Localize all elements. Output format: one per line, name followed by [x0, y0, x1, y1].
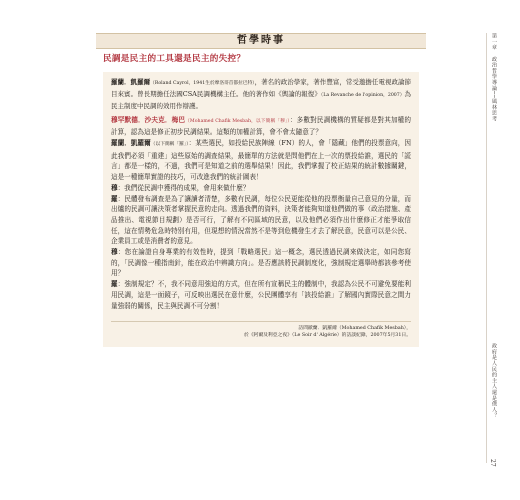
- intro-paragraph: [111, 77, 411, 112]
- intro-book-note: （La Revanche de l'opinion，2007）: [320, 93, 405, 99]
- answer-name-note: （以下簡稱「羅」）: [150, 142, 189, 148]
- article-subtitle: 民調是民主的工具還是民主的失控？: [103, 54, 246, 64]
- qa-item: [111, 183, 411, 194]
- intro-text-2: 為民主制度中民調的效用作辯護。: [111, 90, 412, 111]
- section-running-head: 政府是人民的主人還是僕人？: [491, 343, 497, 419]
- source-line: 於《阿爾及利亞之夜》（Le Soir d' Algérie）的訪談紀錄，2007年5月31日。: [243, 333, 411, 339]
- chapter-running-head: 第一章 政治哲學導論──風林思考: [491, 33, 497, 122]
- page-number: 27: [489, 459, 496, 467]
- intro-name: 羅蘭．凱羅爾: [111, 78, 151, 86]
- answer-text: ：某些選民，如投給民族陣線（FN）的人，會「隱藏」他們的投票意向，因此我們必須「重建」這些原始的調查結果，最簡單的方法就是問他們在上一次的票投給誰，選民的「謊言」都是一樣的，不過，我們可是知道之前的選舉結果！因此，我們掌握了校正結果的統計數據關鍵，這是一種簡單實證的技巧，可改進我們的統計圖表！: [111, 139, 412, 182]
- interviewer-name-note: （Mohamed Chafik Mesbah，以下簡稱「穆」）: [185, 118, 290, 124]
- article: [103, 53, 419, 347]
- interviewer-name: 穆罕默德．沙夫克．梅巴: [111, 115, 186, 124]
- answer-paragraph: [111, 138, 411, 183]
- interviewer-question: [111, 115, 411, 138]
- section-title: 哲學時事: [237, 35, 285, 46]
- source-citation: [111, 321, 411, 339]
- article-box: [103, 72, 419, 347]
- interviewer-text: ：多數對民調機構的質疑都是對其加權的計算，認為這是修正初步民調結果。這類的加權計算，會不會太隨意了？: [111, 115, 412, 137]
- qa-text: ：您在論證自身專業的有效性時，提到「戰略選民」這一概念，選民透過民調來做決定，如同您寫的，「民調像一種指南針，能在政治中辨識方向」。是否應該將民調制度化，強制規定選舉時都該參考使用？: [111, 248, 411, 278]
- qa-text: ：民體發布調查是為了讓讀者清楚，多數有民調，每位公民更能從他的投票衡量自己意見的分量，而出爐的民調可讓決策者掌握民意的走向。透過我們的資料，決策者能夠知道他們做的事（政治措施、產品推出、電視節目規劃）是否可行，了解有不同區域的民意，以及他們必須作出什麼修正才能爭取信任，這在情勢危急時特別有用，但現想的情況當然不是等到危機發生才去了解民意，民意可以是公民、企業員工或是消費者的意見。: [111, 194, 411, 246]
- speaker-mark: 羅: [111, 194, 118, 203]
- intro-name-note: （Roland Cayrol，1941生於摩洛哥首都拉巴特）: [150, 81, 255, 86]
- qa-text: ：我們從民調中獲得的成果，會用來做什麼？: [117, 183, 250, 192]
- speaker-mark: 穆: [111, 183, 118, 192]
- qa-item: [111, 279, 411, 311]
- margin-rule: [486, 33, 487, 463]
- qa-item: [111, 247, 411, 279]
- speaker-mark: 穆: [111, 248, 118, 257]
- qa-text: ：強制規定？不，我不同意用強迫的方式，但在所有宣稱民主的體制中，我認為公民不可避免要能利用民調，這是一面鏡子，可反映出選民在意什麼，公民團體享有「該投給誰」了解國內實際民意之間力量強弱的關係，民主與民調不可分割！: [111, 280, 411, 310]
- speaker-mark: 羅: [111, 280, 118, 289]
- qa-item: [111, 194, 411, 248]
- intro-text-1: ，著名的政治學家，著作豐富，常受邀擔任電視政論節目來賓。曾長期擔任法國CSA民調機構主任。他的著作如《輿論的報復》: [111, 78, 412, 99]
- section-header: [96, 33, 426, 49]
- source-line: 訪問歐蘭．凱羅爾（Mohamed Chafik Mesbah），: [298, 326, 411, 332]
- answer-name: 羅蘭．凱羅爾: [111, 139, 151, 148]
